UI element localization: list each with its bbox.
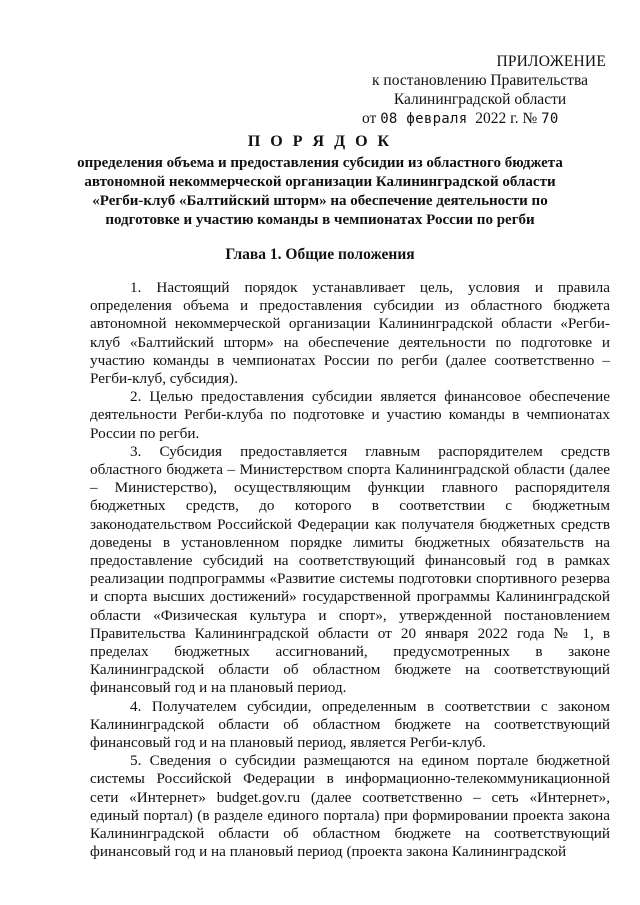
date-year-number-label: 2022 г. № xyxy=(475,110,538,127)
appendix-date-line xyxy=(340,109,620,129)
approval-block xyxy=(340,52,620,129)
paragraph-4: 4. Получателем субсидии, определенным в соответствии с законом Калининградской области об областном бюджете на соответствующий финансовый год и на плановый период, является Регби-клуб. xyxy=(90,697,610,752)
appendix-line-resolution: к постановлению Правительства xyxy=(372,72,588,89)
paragraph-1: 1. Настоящий порядок устанавливает цель, условия и правила определения объема и предоставления субсидии из областного бюджета автономной некоммерческой организации Калининградской области «Регби-клуб «Балтийский шторм» на обеспечение деятельности по подготовке и участию команды в чемпионатах России по регби (далее соответственно – Регби-клуб, субсидия). xyxy=(90,279,610,388)
resolution-number: 70 xyxy=(541,111,559,127)
chapter-heading: Глава 1. Общие положения xyxy=(225,246,415,263)
date-prefix: от xyxy=(362,110,377,127)
paragraph-5: 5. Сведения о субсидии размещаются на едином портале бюджетной системы Российской Федерации в информационно-телекоммуникационной сети «Интернет» budget.gov.ru (далее соответственно – сеть «Интернет», единый портал) (в разделе единого портала) при формировании проекта закона Калининградской области об областном бюджете на соответствующий финансовый год и на плановый период (проекта закона Калининградской xyxy=(90,752,610,861)
paragraph-2: 2. Целью предоставления субсидии является финансовое обеспечение деятельности Регби-клуба по подготовке и участию команды в чемпионатах России по регби. xyxy=(90,388,610,442)
appendix-title: ПРИЛОЖЕНИЕ xyxy=(496,53,606,70)
document-title: П О Р Я Д О К xyxy=(247,133,393,150)
document-body xyxy=(90,279,610,862)
date-value: 08 февраля xyxy=(380,111,468,127)
appendix-line-region: Калининградской области xyxy=(393,91,567,108)
paragraph-3: 3. Субсидия предоставляется главным распорядителем средств областного бюджета – Министерством спорта Калининградской области (далее – Министерство), осуществляющим функции главного распорядителя бюджетных средств, до которого в соответствии с бюджетным законодательством Российской Федерации как получателя бюджетных средств доведены в установленном порядке лимиты бюджетных обязательств на предоставление субсидий на соответствующий финансовый год в рамках реализации подпрограммы «Развитие системы подготовки спортивного резерва и спорта высших достижений» государственной программы Калининградской области «Физическая культура и спорт», утвержденной постановлением Правительства Калининградской области от 20 января 2022 года № 1, в пределах бюджетных ассигнований, предусмотренных в законе Калининградской области об областном бюджете на соответствующий финансовый год и на плановый период. xyxy=(90,442,610,697)
document-subtitle: определения объема и предоставления субсидии из областного бюджета автономной некоммерческой организации Калининградской области «Регби-клуб «Балтийский шторм» на обеспечение деятельности по подготовке и участию команды в чемпионатах России по регби xyxy=(77,155,563,228)
